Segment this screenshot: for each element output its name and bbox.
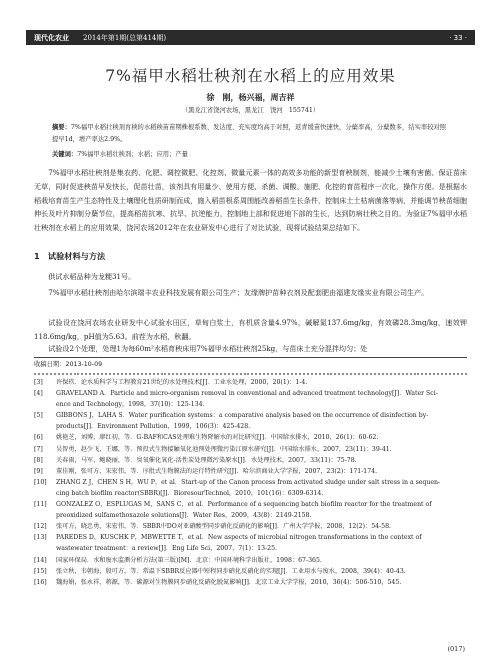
separator-dot <box>196 373 198 375</box>
separator-dot <box>192 373 194 375</box>
reference-number: [8] <box>34 456 43 464</box>
separator-dot <box>62 373 64 375</box>
separator-dot <box>271 373 273 375</box>
separator-dot <box>307 373 309 375</box>
separator-dot <box>200 373 202 375</box>
separator-dot <box>429 373 431 375</box>
reference-line: products[J]．Environment Pollution，1999，106(3)：425-428. <box>56 423 251 431</box>
reference-line: ZHANG Z J，CHEN S H，WU P，et al．Start-up of the Canon process from activated sludge under salt stress in a sequen- <box>56 478 441 486</box>
separator-dot <box>275 373 277 375</box>
reference-line: 关春雨，马军，鲍晓丽，等．臭氧催化氧化-活性炭处理微污染原水[J]．水处理技术，2007，33(11)：75-78. <box>56 456 357 464</box>
separator-dot <box>105 373 107 375</box>
separator-dot <box>319 373 321 375</box>
reference-text <box>56 566 467 577</box>
separator-dot <box>54 373 56 375</box>
reference-item <box>34 499 467 521</box>
separator-dot <box>168 373 170 375</box>
reference-line: 吴智勇，赵少飞，王娜，等．预投式生物接触氧化池预处理微污染江原水研究[J]．中国给水排水，2007，23(11)：39-41. <box>56 445 392 453</box>
footnote-rule <box>34 357 467 358</box>
separator-dot <box>117 373 119 375</box>
separator-dot <box>350 373 352 375</box>
separator-dot <box>251 373 253 375</box>
separator-dot <box>382 373 384 375</box>
separator-dot <box>247 373 249 375</box>
journal-name: 现代化农业 <box>34 33 69 42</box>
separator-dot <box>34 373 36 375</box>
separator-dot <box>172 373 174 375</box>
separator-dot <box>153 373 155 375</box>
reference-number: [7] <box>34 445 43 453</box>
reference-number: [6] <box>34 434 43 442</box>
separator-dot <box>378 373 380 375</box>
separator-dot <box>370 373 372 375</box>
separator-dot <box>149 373 151 375</box>
separator-dot <box>433 373 435 375</box>
separator-dot <box>240 373 242 375</box>
reference-item <box>34 410 467 432</box>
reference-number: [12] <box>34 523 47 531</box>
separator-dot <box>85 373 87 375</box>
separator-dot <box>164 373 166 375</box>
reference-text <box>56 577 467 588</box>
separator-dot <box>58 373 60 375</box>
separator-dot <box>145 373 147 375</box>
separator-dot <box>374 373 376 375</box>
separator-dot <box>398 373 400 375</box>
reference-item <box>34 455 467 466</box>
reference-number: [13] <box>34 534 47 542</box>
reference-item <box>34 532 467 554</box>
separator-dot <box>50 373 52 375</box>
separator-dot <box>70 373 72 375</box>
separator-dot <box>414 373 416 375</box>
reference-line: GONZALEZ O，ESPLUGAS M，SANS C，et al．Performance of a sequencing batch biofilm reactor for the treatment of <box>56 501 432 509</box>
reference-item <box>34 521 467 532</box>
body-paragraph: 试验设在饶河农场农业研发中心试验水田区，草甸白浆土，有机质含量4.97%，碱解氮137.6mg/kg，有效磷28.3mg/kg，速效钾118.6mg/kg，pH值为5.63。前茬为水稻，秋翻。 <box>34 318 467 341</box>
reference-text <box>56 521 467 532</box>
separator-dot <box>267 373 269 375</box>
separator-dot <box>125 373 127 375</box>
separator-dot <box>299 373 301 375</box>
reference-number: [11] <box>34 501 47 509</box>
separator-dot <box>421 373 423 375</box>
authors: 徐 刚，杨兴福，周吉祥 <box>206 92 295 102</box>
separator-dot <box>93 373 95 375</box>
reference-number: [3] <box>34 379 43 386</box>
reference-text <box>56 377 467 388</box>
abstract-text: 7%福甲水稻壮秧剂育秧的水稻秧苗苗期株根系数、发达度、充实度均高于对照，返青缓苗快速快，分蘖率高，分蘖数多，结实率较对照提早1d，增产率达2.9%。 <box>52 124 447 143</box>
body-paragraph: 7%福甲水稻壮秧剂由哈尔滨瑞丰农业科技发展有限公司生产；友缘牌护苗种衣剂及配套肥由福建友缘实业有限公司生产。 <box>48 288 429 297</box>
reference-line: cing batch biofilm reactor(SBBR)[J]．BioresourTechnol，2010，101(16)：6309-6314. <box>56 489 324 497</box>
reference-text <box>56 477 467 499</box>
body-paragraph: 试验设2个处理，处理1为每60m²水稻育秧床用7%福甲水稻壮秧剂25kg，与苗床土充分混拌均匀；处 <box>48 344 368 353</box>
reference-item <box>34 577 467 588</box>
intro-paragraph: 7%福甲水稻壮秧剂是集农药、化肥、调控微肥、化控剂、微量元素一体的高效多功能的新型育秧制剂，能减少土壤有害菌、保证苗床无草，同时促进秧苗早发快长，促苗壮苗，该剂具有用量少、使用方便、杀菌、调酸、施肥、化控的育苗程序一次化，操作方便。是根据水稻栽培育苗生产生态特性及土壤理化性质研制而成，施入稻苗根系周围能改善稻苗生长条件，控制床土土枯病菌落等病，并能调节秧苗细胞伸长及叶片抑制分蘖节位，提高稻苗抗寒、抗旱、抗逆能力，控制地上部和促进地下部的生长，达到防病壮秧之目的。为验证7%福甲水稻壮秧剂在水稻上的应用效果，饶河农场2012年在农业研发中心进行了对比试验，现将试验结果总结如下。 <box>34 168 467 233</box>
keywords-label: 关键词： <box>52 151 78 158</box>
reference-item <box>34 444 467 455</box>
separator-dot <box>212 373 214 375</box>
separator-dot <box>315 373 317 375</box>
separator-dot <box>42 373 44 375</box>
separator-dot <box>137 373 139 375</box>
page-number: (017) <box>447 645 465 653</box>
article-title: 7%福甲水稻壮秧剂在水稻上的应用效果 <box>105 67 396 85</box>
dotted-separator <box>34 373 467 376</box>
keywords <box>52 149 449 158</box>
reference-text <box>56 466 467 477</box>
reference-line: 魏海娟，张永祥，蒋源，等．碳源对生物膜同步硝化反硝化脱氮影响[J]．北京工业大学学报，2010，36(4)：506-510，545. <box>56 578 402 586</box>
separator-dot <box>113 373 115 375</box>
separator-dot <box>449 373 451 375</box>
separator-dot <box>425 373 427 375</box>
reference-line: 姚艳芝，刘博，廖红初，等．G-BAF和CAS处理难生物降解水的对比研究[J]．中国给水排水，2010，26(1)：60-62. <box>56 434 379 442</box>
reference-line: wastewater treatment：a review[J]．Eng Life Sci，2007，7(1)：13-25. <box>56 545 277 553</box>
keywords-text: 7%福甲水稻壮秧剂；水稻；应用；产量 <box>77 151 188 158</box>
separator-dot <box>354 373 356 375</box>
reference-line: 张可方，晓忠勇，宋宏伟，等．SBBR中DO对亚硝酸型同步硝化反硝化的影响[J]．广州大学学报，2008，12(2)：54-58. <box>56 523 392 531</box>
separator-dot <box>101 373 103 375</box>
reference-line: 国家环保局．水和废水监测分析方法(第三版)[M]．北京：中国环境科学出版社，1998：67-365. <box>56 556 322 564</box>
separator-dot <box>97 373 99 375</box>
separator-dot <box>330 373 332 375</box>
reference-number: [9] <box>34 467 43 475</box>
separator-dot <box>445 373 447 375</box>
separator-dot <box>66 373 68 375</box>
reference-line: ence and Technology，1998，37(10)：125-134. <box>56 401 205 409</box>
journal-header <box>26 30 475 45</box>
separator-dot <box>109 373 111 375</box>
separator-dot <box>441 373 443 375</box>
separator-dot <box>220 373 222 375</box>
reference-text <box>56 444 467 455</box>
reference-item <box>34 432 467 443</box>
reference-item <box>34 388 467 410</box>
separator-dot <box>323 373 325 375</box>
separator-dot <box>295 373 297 375</box>
separator-dot <box>334 373 336 375</box>
separator-dot <box>180 373 182 375</box>
separator-dot <box>327 373 329 375</box>
separator-dot <box>291 373 293 375</box>
reference-text <box>56 532 467 554</box>
separator-dot <box>38 373 40 375</box>
reference-line: preoxidized sulfamethoxazole solutions[J]．Water Res，2009，43(8)：2149-2158. <box>56 512 312 520</box>
separator-dot <box>161 373 163 375</box>
issue-info: 2014年第1期(总第414期) <box>83 33 167 42</box>
separator-dot <box>283 373 285 375</box>
separator-dot <box>390 373 392 375</box>
body-paragraph: 供试水稻品种为龙粳31号。 <box>48 272 136 281</box>
separator-dot <box>287 373 289 375</box>
separator-dot <box>244 373 246 375</box>
separator-dot <box>406 373 408 375</box>
reference-number: [5] <box>34 412 43 420</box>
separator-dot <box>129 373 131 375</box>
separator-dot <box>346 373 348 375</box>
separator-dot <box>386 373 388 375</box>
reference-line: GIBBONS J，LAHA S．Water purification systems：a comparative analysis based on the occurrence of disinfection by- <box>56 412 429 420</box>
separator-dot <box>453 373 455 375</box>
reference-number: [16] <box>34 578 47 586</box>
separator-dot <box>263 373 265 375</box>
reference-text <box>56 388 467 410</box>
separator-dot <box>157 373 159 375</box>
header-page-number: · 33 · <box>449 33 467 42</box>
separator-dot <box>311 373 313 375</box>
affiliation: （黑龙江省饶河农场，黑龙江 饶河 155741） <box>181 107 320 114</box>
separator-dot <box>133 373 135 375</box>
separator-dot <box>366 373 368 375</box>
reference-list <box>34 377 467 588</box>
separator-dot <box>74 373 76 375</box>
separator-dot <box>121 373 123 375</box>
reference-text <box>56 455 467 466</box>
separator-dot <box>232 373 234 375</box>
separator-dot <box>457 373 459 375</box>
reference-item <box>34 555 467 566</box>
separator-dot <box>461 373 463 375</box>
separator-dot <box>89 373 91 375</box>
reference-text <box>56 410 467 432</box>
separator-dot <box>338 373 340 375</box>
reference-number: [4] <box>34 390 43 398</box>
separator-dot <box>208 373 210 375</box>
separator-dot <box>228 373 230 375</box>
separator-dot <box>236 373 238 375</box>
separator-dot <box>204 373 206 375</box>
separator-dot <box>216 373 218 375</box>
reference-line: 张立秋，韦朝海，殷可方，等．常温下SBBR反应器中短程同步硝化反硝化的实现[J]．工业用水与废水，2008，39(4)：40-43. <box>56 567 406 575</box>
separator-dot <box>410 373 412 375</box>
separator-dot <box>224 373 226 375</box>
separator-dot <box>259 373 261 375</box>
separator-dot <box>342 373 344 375</box>
separator-dot <box>402 373 404 375</box>
reference-item <box>34 466 467 477</box>
separator-dot <box>358 373 360 375</box>
separator-dot <box>46 373 48 375</box>
separator-dot <box>184 373 186 375</box>
reference-item <box>34 477 467 499</box>
reference-text <box>56 555 467 566</box>
reference-text <box>56 499 467 521</box>
separator-dot <box>437 373 439 375</box>
reference-line: GRAVELAND A．Particle and micro-organism removal in conventional and advanced treatment technology[J]．Water Sci- <box>56 390 438 398</box>
separator-dot <box>279 373 281 375</box>
abstract <box>52 122 449 145</box>
reference-number: [10] <box>34 478 47 486</box>
received-date: 收稿日期：2013-10-09 <box>34 361 103 368</box>
reference-number: [14] <box>34 556 47 564</box>
separator-dot <box>141 373 143 375</box>
separator-dot <box>394 373 396 375</box>
reference-item <box>34 566 467 577</box>
reference-line: 许保玖．论水质科学与工程教育21世纪的水处理技术[J]．工业水处理，2000，20(1)：1-4. <box>56 379 308 386</box>
separator-dot <box>303 373 305 375</box>
separator-dot <box>81 373 83 375</box>
section-heading: 1 试验材料与方法 <box>34 251 106 261</box>
separator-dot <box>77 373 79 375</box>
reference-text <box>56 432 467 443</box>
separator-dot <box>362 373 364 375</box>
separator-dot <box>465 373 467 375</box>
abstract-label: 摘要： <box>52 124 71 131</box>
separator-dot <box>255 373 257 375</box>
separator-dot <box>188 373 190 375</box>
reference-line: 董佳刚，张可方，宋宏伟，等．序批式生物膜法的运行特性研究[J]．哈尔滨商业大学学报，2007，23(2)：171-174. <box>56 467 378 475</box>
reference-item <box>34 377 467 388</box>
separator-dot <box>417 373 419 375</box>
reference-line: PAREDES D，KUSCHK P，MBWETTE T，et al．New aspects of microbial nitrogen transformations in the context of <box>56 534 422 542</box>
reference-number: [15] <box>34 567 47 575</box>
separator-dot <box>176 373 178 375</box>
